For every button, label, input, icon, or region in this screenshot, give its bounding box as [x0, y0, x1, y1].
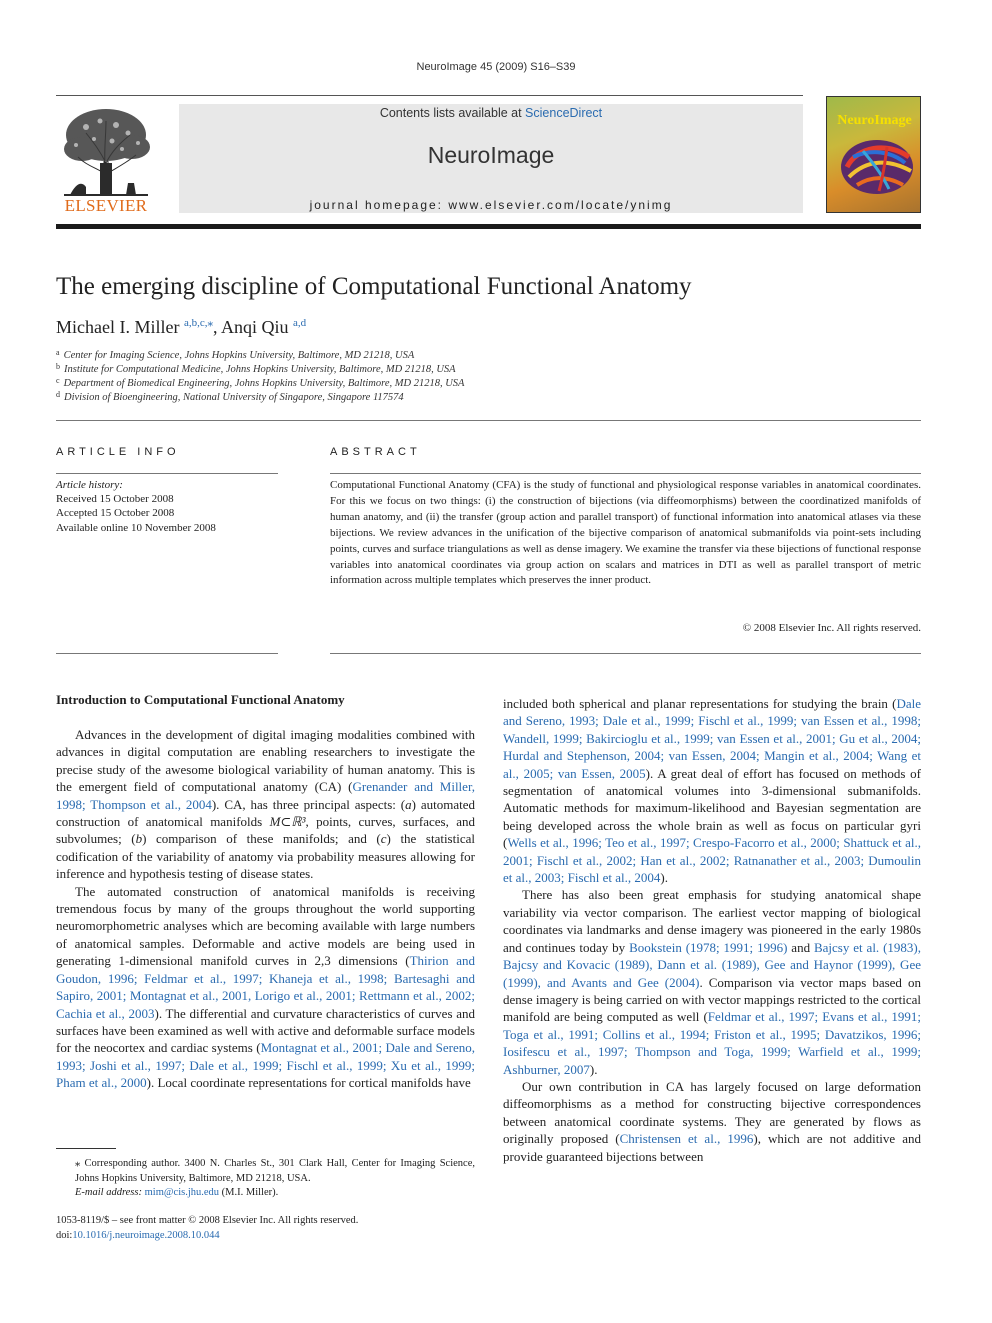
- citation-link[interactable]: Feldmar et al., 1997; Evans et al., 1991; Toga et al., 1991; Collins et al., 1994; Friston et al., 1995; Davatzikos, 1996; Iosifescu et al., 1997; Thompson and Toga, 1999; Warfield et al., 1999; Ashburner, 2007: [503, 1009, 921, 1077]
- author-affiliation-marks[interactable]: a,d: [293, 317, 307, 329]
- article-history: [56, 478, 278, 535]
- citation-link[interactable]: Christensen et al., 1996: [619, 1131, 754, 1147]
- online-date: Available online 10 November 2008: [56, 521, 216, 534]
- history-label: Article history:: [56, 479, 123, 491]
- affiliation-b: [56, 362, 456, 375]
- author-affiliation-marks[interactable]: a,b,c,⁎: [183, 317, 213, 329]
- affiliation-a: [56, 348, 414, 361]
- issn-line: 1053-8119/$ – see front matter © 2008 Elsevier Inc. All rights reserved.: [56, 1215, 359, 1226]
- email-link[interactable]: mim@cis.jhu.edu: [144, 1187, 220, 1198]
- contents-prefix: Contents lists available at: [379, 106, 526, 120]
- citation-link[interactable]: Dale and Sereno, 1993; Dale et al., 1999; Fischl et al., 1999; van Essen et al., 1998; Wandell, 1999; Bakircioglu et al., 1999; van Essen et al., 2001; Gu et al., 2004; Hurdal and Stephenson, 2004; van Essen, 2004; Mangin et al., 2004; Wang et al., 2005; van Essen, 2005: [503, 696, 921, 781]
- journal-cover-image: [826, 96, 921, 213]
- affiliation-d: [56, 390, 404, 403]
- affiliation-c: [56, 376, 464, 389]
- citation-link[interactable]: Bajcsy et al. (1983), Bajcsy and Kovacic (1989), Dann et al. (1989), Gee and Haynor (1999), Gee (1999), and Avants and Gee (2004): [503, 939, 921, 990]
- affiliation-mark: b: [56, 362, 60, 371]
- journal-name: NeuroImage: [427, 142, 555, 168]
- title-block-rule: [56, 420, 921, 421]
- affiliation-mark: a: [56, 348, 60, 357]
- doi-prefix: doi:: [56, 1229, 73, 1241]
- body-paragraph: Advances in the development of digital imaging modalities combined with advances in digital computation are enabling researchers to investigate the precise study of the awesome biological variability of human anatomy. This is the emergent field of computational anatomy (CA) (Grenander and Miller, 1998; Thompson et al., 2004). CA, has three principal aspects: (a) automated construction of anatomical manifolds M⊂ℝ³, points, curves, surfaces, and subvolumes; (b) comparison of these manifolds; and (c) the statistical codification of the variability of anatomy via probability measures allowing for inference and hypothesis testing of disease states.: [56, 727, 476, 882]
- body-paragraph: There has also been great emphasis for studying anatomical shape variability via vector comparison. The earliest vector mapping of biological coordinates via landmarks and dense imagery was pioneered in the early 1980s and continues today by Bookstein (1978; 1991; 1996) and Bajcsy et al. (1983), Bajcsy and Kovacic (1989), Dann et al. (1989), Gee and Haynor (1999), Gee (1999), and Avants and Gee (2004). Comparison via vector maps based on dense imagery is being carried on with vector mappings restricted to the cortical manifold are being computed as well (Feldmar et al., 1997; Evans et al., 1991; Toga et al., 1991; Collins et al., 1994; Friston et al., 1995; Davatzikos, 1996; Iosifescu et al., 1997; Thompson and Toga, 1999; Warfield et al., 1999; Ashburner, 2007).: [503, 887, 921, 1077]
- author-name: Michael I. Miller: [56, 317, 180, 337]
- affiliation-text: Center for Imaging Science, Johns Hopkins University, Baltimore, MD 21218, USA: [63, 350, 415, 361]
- brain-cover-icon: [827, 97, 921, 213]
- received-date: Received 15 October 2008: [56, 493, 174, 506]
- affiliation-text: Institute for Computational Medicine, Johns Hopkins University, Baltimore, MD 21218, USA: [64, 364, 456, 375]
- contents-available-line: [179, 106, 803, 120]
- citation-link[interactable]: Bookstein (1978; 1991; 1996): [629, 939, 788, 955]
- abstract-copyright: © 2008 Elsevier Inc. All rights reserved.: [742, 622, 921, 634]
- author-separator: ,: [212, 317, 221, 337]
- article-info-rule: [56, 473, 278, 474]
- accepted-date: Accepted 15 October 2008: [56, 507, 175, 520]
- footnote-rule: [56, 1148, 116, 1149]
- abstract-bottom-rule: [330, 653, 921, 654]
- body-paragraph: Our own contribution in CA has largely focused on large deformation diffeomorphisms as a method for constructing bijective correspondences between anatomical coordinate systems. They are generated by flows as originally proposed (Christensen et al., 1996), which are not additive and provide guaranteed bijections between: [503, 1078, 921, 1164]
- article-title: The emerging discipline of Computational Functional Anatomy: [56, 273, 692, 300]
- body-paragraph: The automated construction of anatomical manifolds is receiving tremendous focus by many of the groups throughout the world supporting neuromorphometric analyses which are becoming available with large numbers of anatomical samples. Deformable and active models are being used in generating 1-dimensional manifold curves in 2,3 dimensions (Thirion and Goudon, 1996; Feldmar et al., 1997; Khaneja et al., 1998; Bartesaghi and Sapiro, 2001; Montagnat et al., 2001, Lorigo et al., 2001; Rettmann et al., 2002; Cachia et al., 2003). The differential and curvature characteristics of curves and surfaces have been examined as well with active and deformable surface models for the neocortex and cardiac systems (Montagnat et al., 2001; Dale and Sereno, 1993; Joshi et al., 1997; Dale et al., 1999; Fischl et al., 1999; Xu et al., 1999; Pham et al., 2000). Local coordinate representations for cortical manifolds have: [56, 883, 476, 1091]
- header-bottom-rule: [56, 224, 921, 229]
- sciencedirect-link[interactable]: ScienceDirect: [525, 106, 603, 120]
- corresponding-author-footnote: [56, 1157, 475, 1201]
- affiliation-mark: d: [56, 390, 60, 399]
- issn-block: [56, 1214, 358, 1243]
- citation-link[interactable]: Grenander and Miller, 1998; Thompson et al., 2004: [56, 779, 476, 812]
- author-name: Anqi Qiu: [221, 317, 289, 337]
- footnote-email-line: [56, 1186, 475, 1201]
- header-top-rule: [56, 95, 803, 96]
- author-list: [56, 316, 306, 338]
- body-column-right: [503, 695, 921, 1165]
- elsevier-wordmark: ELSEVIER: [64, 196, 148, 215]
- section-heading: Introduction to Computational Functional Anatomy: [56, 692, 345, 707]
- doi-link[interactable]: 10.1016/j.neuroimage.2008.10.044: [72, 1229, 220, 1241]
- email-suffix: (M.I. Miller).: [219, 1187, 279, 1198]
- cover-title: NeuroImage: [837, 113, 912, 128]
- citation-link[interactable]: Montagnat et al., 2001; Dale and Sereno, 1993; Joshi et al., 1997; Dale et al., 1999; Fischl et al., 1999; Xu et al., 1999; Pham et al., 2000: [56, 1040, 475, 1091]
- citation-link[interactable]: Wells et al., 1996; Teo et al., 1997; Crespo-Facorro et al., 2000; Shattuck et al., 2001; Fischl et al., 2002; Han et al., 2002; Ratnanather et al., 2003; Dumoulin et al., 2003; Fischl et al., 2004: [503, 835, 921, 886]
- affiliation-mark: c: [56, 376, 60, 385]
- abstract-rule: [330, 473, 921, 474]
- article-info-bottom-rule: [56, 653, 278, 654]
- footnote-text: ⁎ Corresponding author. 3400 N. Charles St., 301 Clark Hall, Center for Imaging Science, Johns Hopkins University, Baltimore, MD 21218, USA.: [75, 1158, 475, 1184]
- affiliation-text: Division of Bioengineering, National University of Singapore, Singapore 117574: [64, 392, 404, 403]
- email-label: E-mail address:: [75, 1187, 142, 1198]
- doi-line: [56, 1229, 358, 1244]
- article-info-label: ARTICLE INFO: [56, 446, 180, 458]
- abstract-text: Computational Functional Anatomy (CFA) is the study of functional and physiological response variables in anatomical coordinates. For this we focus on two things: (i) the construction of bijections (via diffeomorphisms) between the coordinatized manifolds of human anatomy, and (ii) the transfer (group action and parallel transport) of functional information into anatomical atlases via these bijections. We review advances in the unification of the bijective comparison of anatomical submanifolds via point-sets including points, curves and surface triangulations as well as dense imagery. We examine the transfer via these bijections of functional response variables into anatomical coordinates via group action on scalars and matrices in DTI as well as parallel transport of metric information across multiple templates which preserves the inner product.: [330, 479, 921, 587]
- abstract-label: ABSTRACT: [330, 446, 421, 458]
- citation-link[interactable]: Thirion and Goudon, 1996; Feldmar et al., 1997; Khaneja et al., 1998; Bartesaghi and Sapiro, 2001; Montagnat et al., 2001, Lorigo et al., 2001; Rettmann et al., 2002; Cachia et al., 2003: [56, 953, 476, 1021]
- math-expression: M⊂ℝ³: [269, 814, 306, 830]
- journal-citation: NeuroImage 45 (2009) S16–S39: [416, 61, 576, 73]
- body-paragraph: included both spherical and planar representations for studying the brain (Dale and Sereno, 1993; Dale et al., 1999; Fischl et al., 1999; van Essen et al., 1998; Wandell, 1999; Bakircioglu et al., 1999; van Essen et al., 2001; Gu et al., 2004; Hurdal and Stephenson, 2004; van Essen, 2004; Mangin et al., 2004; Wang et al., 2005; van Essen, 2005). A great deal of effort has focused on methods of segmentation of anatomical volumes into 3-dimensional submanifolds. Automatic methods for maximum-likelihood and Bayesian segmentation are being developed across the whole brain as well as focus on particular gyri (Wells et al., 1996; Teo et al., 1997; Crespo-Facorro et al., 2000; Shattuck et al., 2001; Fischl et al., 2002; Han et al., 2002; Ratnanather et al., 2003; Dumoulin et al., 2003; Fischl et al., 2004).: [503, 696, 921, 886]
- affiliation-text: Department of Biomedical Engineering, Johns Hopkins University, Baltimore, MD 21218, USA: [63, 378, 465, 389]
- journal-homepage[interactable]: journal homepage: www.elsevier.com/locate/ynimg: [309, 198, 673, 212]
- body-column-left: [56, 726, 475, 1092]
